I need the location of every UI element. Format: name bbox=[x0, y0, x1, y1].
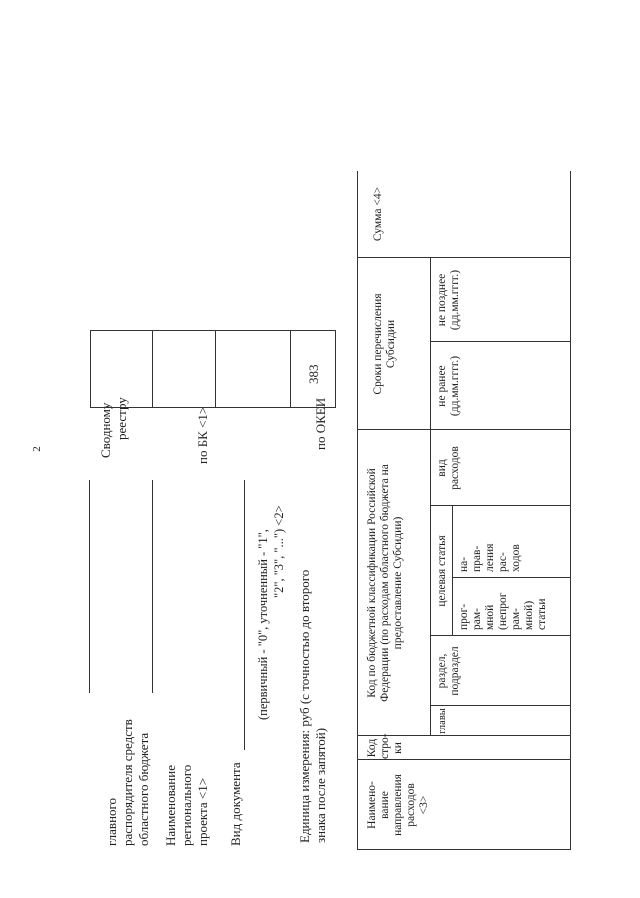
col-program-header: прог- рам- мной (непрог рам- мной) статьи bbox=[458, 592, 548, 630]
col-celevaya-header: целевая статья bbox=[436, 535, 448, 607]
project-underline bbox=[152, 480, 153, 693]
reestr-line-1: Сводному bbox=[98, 402, 113, 458]
doc-type-note-line-2: "2", "3", "...") <2> bbox=[272, 505, 286, 598]
project-label-line-1: Наименование bbox=[163, 765, 178, 846]
distributor-label-line-2: распорядителя средств bbox=[120, 719, 135, 846]
po-okei-label: по ОКЕИ bbox=[313, 397, 328, 450]
celevaya-subheader-line bbox=[452, 506, 453, 636]
unit-line-1: Единица измерения: руб (с точностью до второго bbox=[297, 569, 312, 843]
po-bk-label: по БК <1> bbox=[195, 406, 210, 464]
distributor-label-line-1: главного bbox=[104, 797, 119, 846]
col-divider bbox=[452, 577, 570, 578]
unit-line-2: знака после запятой) bbox=[313, 727, 328, 843]
doc-type-label: Вид документа bbox=[228, 762, 243, 846]
table-bottom-border bbox=[570, 171, 571, 850]
table-top-border bbox=[357, 171, 358, 850]
distributor-underline bbox=[89, 480, 90, 693]
code-box-divider bbox=[290, 330, 291, 408]
col-name-header: Наимено- вание направления расходов <3> bbox=[366, 774, 430, 836]
kbk-subheader-line bbox=[430, 430, 431, 736]
project-label-line-2: регионального bbox=[179, 764, 194, 846]
code-box-divider bbox=[152, 330, 153, 408]
project-label-line-3: проекта <1> bbox=[195, 777, 210, 846]
distributor-label-line-3: областного бюджета bbox=[136, 732, 151, 846]
okei-code: 383 bbox=[306, 364, 321, 384]
col-divider bbox=[430, 341, 570, 342]
col-razdel-header: раздел, подраздел bbox=[436, 646, 461, 696]
col-divider bbox=[357, 429, 570, 430]
col-divider bbox=[430, 505, 570, 506]
col-line-code-header: Код стро- ки bbox=[366, 733, 404, 759]
page-number: 2 bbox=[30, 446, 43, 452]
col-divider bbox=[430, 635, 570, 636]
col-napravlenie-header: на- прав- ления рас- ходов bbox=[458, 543, 522, 572]
col-summa-header: Сумма <4> bbox=[372, 186, 384, 242]
col-vid-header: вид расходов bbox=[436, 446, 461, 490]
table-left-border bbox=[357, 849, 570, 850]
col-ne-ranee-header: не ранее (дд.мм.гггг.) bbox=[436, 355, 461, 417]
col-divider bbox=[357, 257, 570, 258]
col-ne-pozdnee-header: не позднее (дд.мм.гггг.) bbox=[436, 269, 461, 331]
col-glavy-header: главы bbox=[437, 708, 448, 734]
doc-type-note-line-1: (первичный - "0", уточненный - "1", bbox=[256, 529, 270, 720]
col-kbk-header: Код по бюджетной классификации Российской Федерации (по расходам областного бюджета на предоставление Субсидии) bbox=[366, 464, 404, 702]
col-divider bbox=[357, 759, 570, 760]
col-divider bbox=[430, 705, 570, 706]
doc-type-underline bbox=[244, 480, 245, 750]
reestr-line-2: реестру bbox=[114, 397, 129, 440]
sroki-subheader-line bbox=[430, 258, 431, 430]
code-boxes bbox=[90, 330, 336, 408]
code-box-divider bbox=[215, 330, 216, 408]
col-sroki-header: Сроки перечисления Субсидии bbox=[372, 293, 397, 395]
